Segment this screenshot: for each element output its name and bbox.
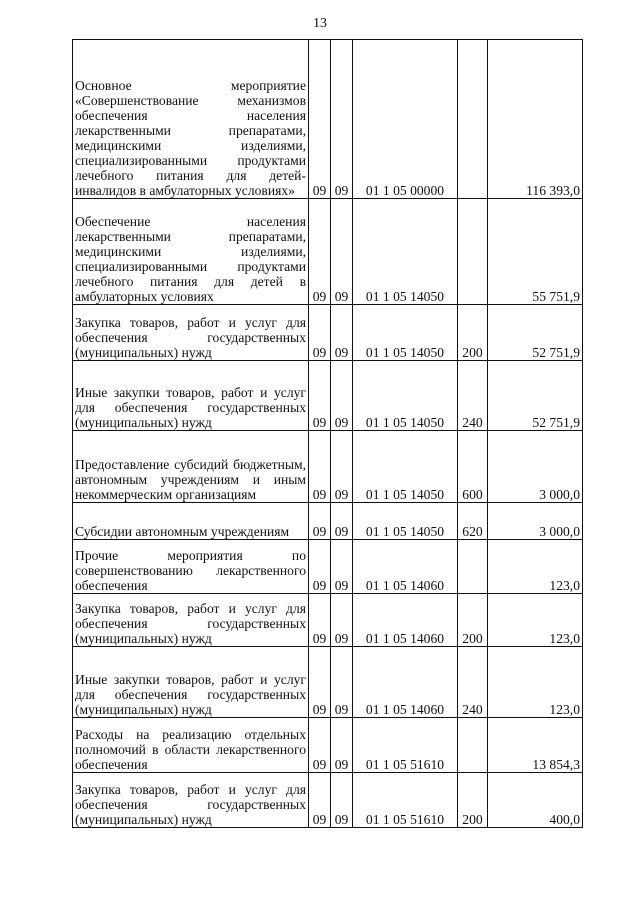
table-row: [73, 503, 583, 540]
row-name: Иные закупки товаров, работ и услуг для обеспечения государственных (муниципальных) нужд: [73, 361, 309, 431]
section-code: 09: [309, 431, 331, 503]
section-code: 09: [309, 305, 331, 361]
section-code: 09: [309, 647, 331, 718]
table-row: [73, 199, 583, 305]
section-code: 09: [309, 718, 331, 773]
subsection-code: 09: [331, 40, 353, 199]
target-article-code: 01 1 05 14060: [353, 540, 458, 594]
row-name: Иные закупки товаров, работ и услуг для обеспечения государственных (муниципальных) нужд: [73, 647, 309, 718]
amount: 3 000,0: [488, 503, 583, 540]
table-row: [73, 361, 583, 431]
target-article-code: 01 1 05 00000: [353, 40, 458, 199]
row-name: Расходы на реализацию отдельных полномочий в области лекарственного обеспечения: [73, 718, 309, 773]
table-row: [73, 431, 583, 503]
section-code: 09: [309, 199, 331, 305]
amount: 123,0: [488, 594, 583, 647]
section-code: 09: [309, 40, 331, 199]
amount: 13 854,3: [488, 718, 583, 773]
expense-type-code: 240: [458, 647, 488, 718]
target-article-code: 01 1 05 51610: [353, 773, 458, 828]
row-name: Субсидии автономным учреждениям: [73, 503, 309, 540]
amount: 400,0: [488, 773, 583, 828]
row-name: Предоставление субсидий бюджетным, автономным учреждениям и иным некоммерческим организациям: [73, 431, 309, 503]
table-row: [73, 773, 583, 828]
target-article-code: 01 1 05 14050: [353, 199, 458, 305]
subsection-code: 09: [331, 431, 353, 503]
section-code: 09: [309, 594, 331, 647]
amount: 55 751,9: [488, 199, 583, 305]
target-article-code: 01 1 05 14050: [353, 305, 458, 361]
table-row: [73, 540, 583, 594]
subsection-code: 09: [331, 647, 353, 718]
section-code: 09: [309, 773, 331, 828]
page-number: 13: [313, 16, 327, 31]
amount: 116 393,0: [488, 40, 583, 199]
section-code: 09: [309, 361, 331, 431]
expense-type-code: [458, 40, 488, 199]
amount: 52 751,9: [488, 305, 583, 361]
subsection-code: 09: [331, 540, 353, 594]
table-row: [73, 594, 583, 647]
expense-type-code: 240: [458, 361, 488, 431]
expense-type-code: 620: [458, 503, 488, 540]
subsection-code: 09: [331, 594, 353, 647]
expense-type-code: [458, 540, 488, 594]
row-name: Прочие мероприятия по совершенствованию лекарственного обеспечения: [73, 540, 309, 594]
section-code: 09: [309, 540, 331, 594]
row-name: Закупка товаров, работ и услуг для обеспечения государственных (муниципальных) нужд: [73, 594, 309, 647]
subsection-code: 09: [331, 773, 353, 828]
target-article-code: 01 1 05 14060: [353, 647, 458, 718]
budget-table: [72, 39, 583, 828]
amount: 3 000,0: [488, 431, 583, 503]
amount: 123,0: [488, 540, 583, 594]
row-name: Основное мероприятие «Совершенствование механизмов обеспечения населения лекарственными препаратами, медицинскими изделиями, специализированными продуктами лечебного питания для детей-инвалидов в амбулаторных условиях»: [73, 40, 309, 199]
target-article-code: 01 1 05 14060: [353, 594, 458, 647]
table-row: [73, 40, 583, 199]
expense-type-code: [458, 718, 488, 773]
expense-type-code: [458, 199, 488, 305]
table-row: [73, 718, 583, 773]
table-row: [73, 647, 583, 718]
section-code: 09: [309, 503, 331, 540]
row-name: Обеспечение населения лекарственными препаратами, медицинскими изделиями, специализированными продуктами лечебного питания для детей в амбулаторных условиях: [73, 199, 309, 305]
target-article-code: 01 1 05 14050: [353, 503, 458, 540]
expense-type-code: 200: [458, 305, 488, 361]
subsection-code: 09: [331, 199, 353, 305]
subsection-code: 09: [331, 305, 353, 361]
target-article-code: 01 1 05 51610: [353, 718, 458, 773]
subsection-code: 09: [331, 503, 353, 540]
row-name: Закупка товаров, работ и услуг для обеспечения государственных (муниципальных) нужд: [73, 773, 309, 828]
row-name: Закупка товаров, работ и услуг для обеспечения государственных (муниципальных) нужд: [73, 305, 309, 361]
amount: 52 751,9: [488, 361, 583, 431]
amount: 123,0: [488, 647, 583, 718]
target-article-code: 01 1 05 14050: [353, 431, 458, 503]
subsection-code: 09: [331, 361, 353, 431]
expense-type-code: 200: [458, 594, 488, 647]
subsection-code: 09: [331, 718, 353, 773]
expense-type-code: 200: [458, 773, 488, 828]
expense-type-code: 600: [458, 431, 488, 503]
target-article-code: 01 1 05 14050: [353, 361, 458, 431]
table-row: [73, 305, 583, 361]
